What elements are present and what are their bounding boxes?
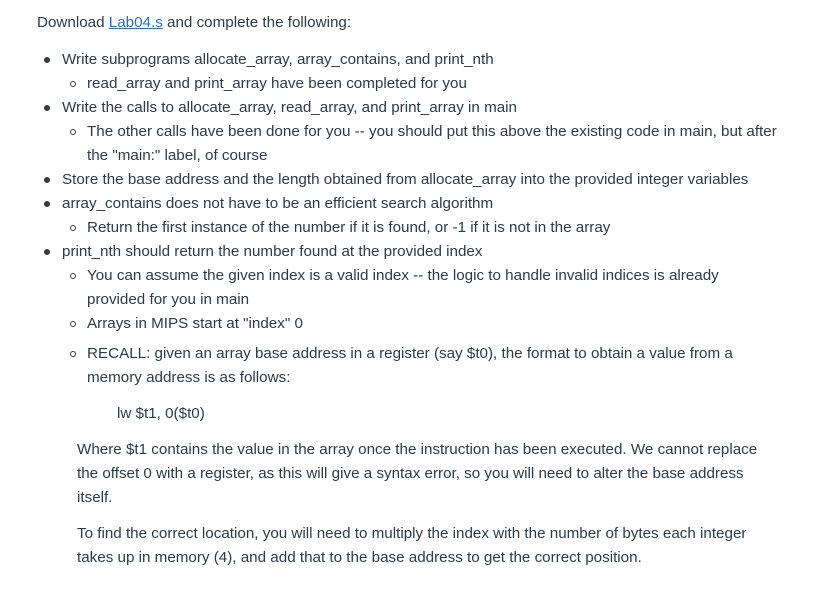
list-item-text: Write the calls to allocate_array, read_array, and print_array in main: [62, 99, 517, 116]
intro-line: [37, 11, 825, 35]
instruction-list: [37, 48, 825, 570]
sub-list: [62, 264, 777, 426]
sub-item-return-first: Return the first instance of the number if it is found, or -1 if it is not in the array: [62, 216, 777, 240]
list-item-print-nth: [37, 240, 777, 570]
list-item-text: Store the base address and the length obtained from allocate_array into the provided integer variables: [62, 171, 749, 188]
intro-suffix: and complete the following:: [162, 14, 352, 31]
sub-list: [62, 216, 777, 240]
lab04-download-link[interactable]: Lab04.s: [108, 14, 163, 31]
sub-item-completed-note: read_array and print_array have been completed for you: [62, 72, 777, 96]
list-item-text: array_contains does not have to be an efficient search algorithm: [62, 195, 494, 212]
code-example: lw $t1, 0($t0): [117, 405, 205, 422]
paragraph-find: To find the correct location, you will need to multiply the index with the number of bytes each integer takes up in memory (4), and add that to the base address to get the correct position.: [77, 525, 747, 566]
list-item-text: Write subprograms allocate_array, array_contains, and print_nth: [62, 51, 494, 68]
list-item-text: print_nth should return the number found at the provided index: [62, 243, 483, 260]
recall-text: RECALL: given an array base address in a register (say $t0), the format to obtain a value from a memory address is as follows:: [87, 345, 733, 386]
paragraph-where: Where $t1 contains the value in the array once the instruction has been executed. We cannot replace the offset 0 with a register, as this will give a syntax error, so you will need to alter the base address itself.: [77, 441, 758, 506]
list-item-array-contains: [37, 192, 777, 240]
sub-item-recall: [62, 342, 777, 426]
sub-list: [62, 72, 777, 96]
list-item-write-calls: [37, 96, 777, 168]
sub-item-valid-index: You can assume the given index is a valid index -- the logic to handle invalid indices is already provided for you in main: [62, 264, 777, 312]
sub-item-other-calls: The other calls have been done for you -- you should put this above the existing code in main, but after the "main:" label, of course: [62, 120, 777, 168]
intro-prefix: Download: [37, 14, 109, 31]
sub-list: [62, 120, 777, 168]
sub-item-mips-index: Arrays in MIPS start at "index" 0: [62, 312, 777, 336]
list-item-write-subprograms: [37, 48, 777, 96]
list-item-store-base: [37, 168, 777, 192]
